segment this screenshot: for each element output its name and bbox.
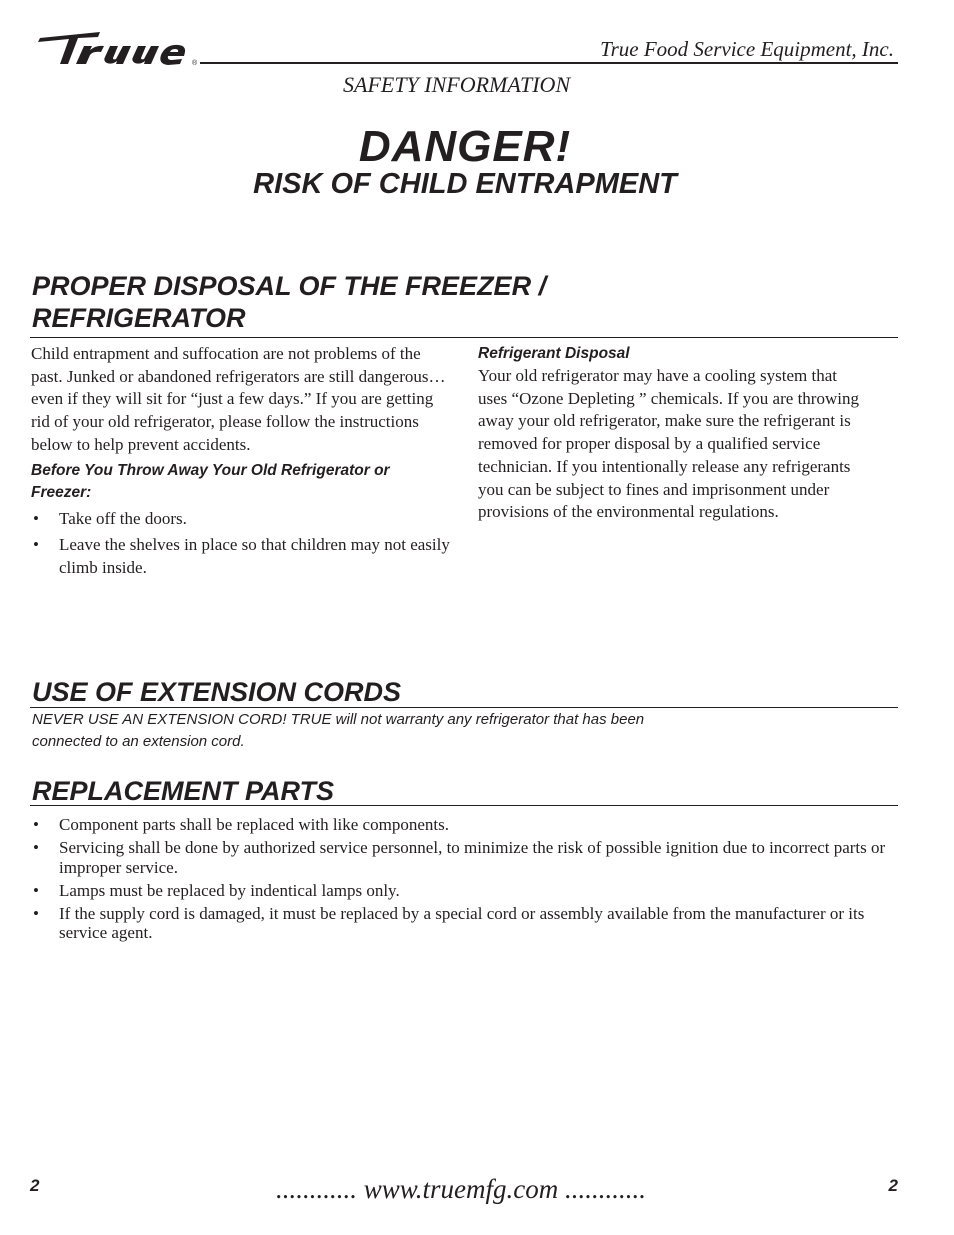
- header-rule: [200, 62, 898, 64]
- list-item: • Component parts shall be replaced with like components.: [33, 815, 449, 834]
- section-rule: [30, 337, 898, 338]
- disposal-heading-line2: REFRIGERATOR: [32, 303, 246, 333]
- bullet-icon: •: [33, 508, 39, 528]
- list-item: • Take off the doors.: [31, 508, 451, 531]
- disposal-heading-line1: PROPER DISPOSAL OF THE FREEZER /: [32, 271, 547, 301]
- list-item: • Lamps must be replaced by indentical lamps only.: [33, 880, 400, 900]
- footer-website: ............ www.truemfg.com ............: [276, 1174, 646, 1204]
- company-name: True Food Service Equipment, Inc.: [600, 37, 894, 61]
- replacement-parts-list: [31, 815, 901, 946]
- bullet-icon: •: [33, 535, 39, 555]
- refrigerant-disposal-text: Your old refrigerator may have a cooling system that uses “Ozone Depleting ” chemicals. If you are throwing away your old refrigerator, make sure the refrigerant is removed for proper disposal by a qualified service technician. If you intentionally release any refrigerants you can be subject to fines and imprisonment under provisions of the environmental regulations.: [478, 366, 859, 522]
- before-throw-away-heading: Before You Throw Away Your Old Refrigerator or Freezer:: [31, 461, 390, 501]
- refrigerant-disposal-heading: Refrigerant Disposal: [478, 345, 630, 362]
- list-item: • Servicing shall be done by authorized service personnel, to minimize the risk of possible ignition due to incorrect parts or improper service.: [33, 838, 886, 877]
- extension-cords-heading: USE OF EXTENSION CORDS: [32, 677, 402, 707]
- bullet-icon: •: [33, 880, 39, 900]
- disposal-heading: [32, 270, 546, 334]
- bullet-icon: •: [33, 903, 39, 923]
- bullet-icon: •: [33, 838, 39, 857]
- disposal-intro: Child entrapment and suffocation are not problems of the past. Junked or abandoned refrigerators are still dangerous… even if they will sit for “just a few days.” If you are getting rid of your old refrigerator, please follow the instructions below to help prevent accidents.: [31, 344, 446, 454]
- section-label: SAFETY INFORMATION: [343, 72, 571, 97]
- replacement-parts-heading: REPLACEMENT PARTS: [32, 776, 335, 806]
- page-number-right: 2: [888, 1176, 898, 1195]
- section-rule: [30, 707, 898, 708]
- disposal-right-column: [478, 343, 863, 524]
- bullet-icon: •: [33, 815, 39, 834]
- section-rule: [30, 805, 898, 806]
- registered-mark: ®: [192, 60, 198, 67]
- danger-subtitle: RISK OF CHILD ENTRAPMENT: [253, 168, 677, 200]
- danger-title: DANGER!: [358, 122, 572, 171]
- page-number-left: 2: [30, 1176, 40, 1195]
- list-item: • Leave the shelves in place so that children may not easily climb inside.: [33, 535, 450, 577]
- list-item: • If the supply cord is damaged, it must be replaced by a special cord or assembly available from the manufacturer or its service agent.: [33, 903, 865, 942]
- extension-cords-text: NEVER USE AN EXTENSION CORD! TRUE will not warranty any refrigerator that has been connected to an extension cord.: [32, 711, 645, 750]
- true-logo: [38, 28, 200, 68]
- disposal-left-column: [31, 343, 451, 584]
- disposal-bullet-list: [31, 508, 451, 580]
